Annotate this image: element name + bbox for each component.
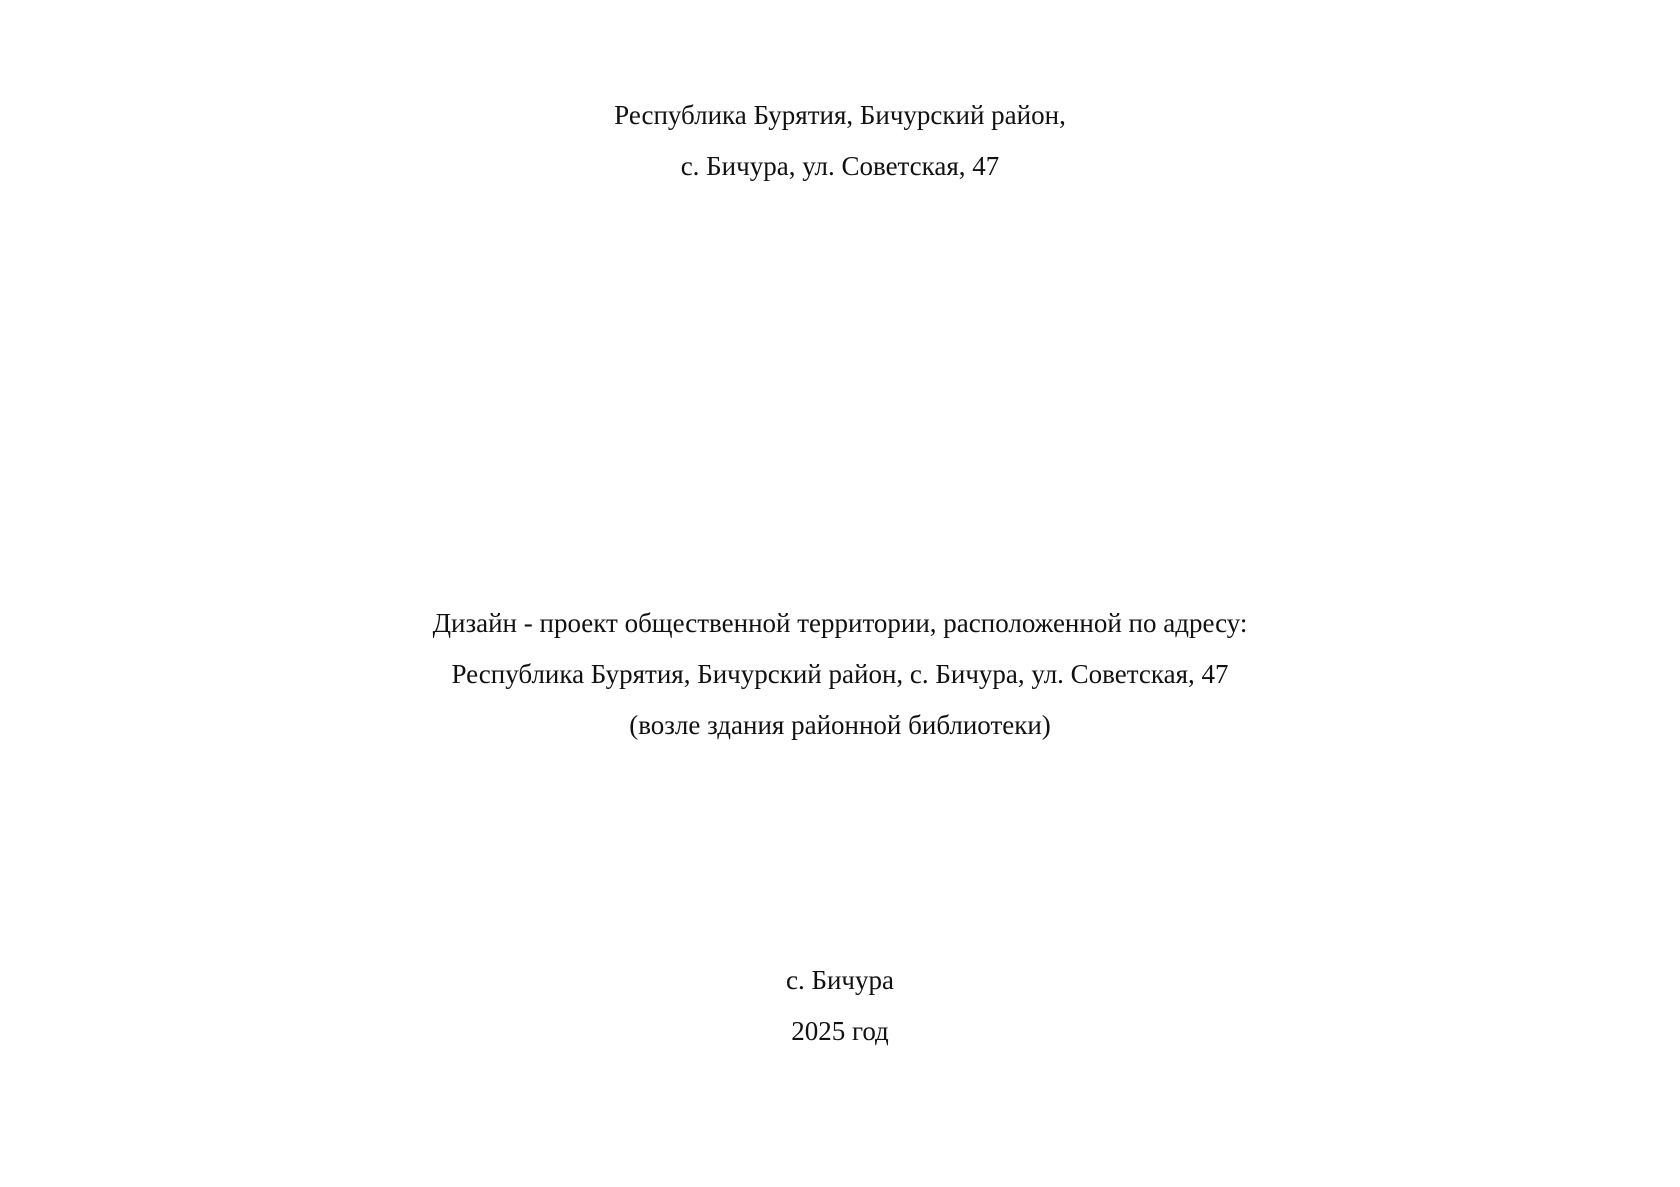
project-address-line: Республика Бурятия, Бичурский район, с. Бичура, ул. Советская, 47 [451, 659, 1229, 689]
header-street-line: с. Бичура, ул. Советская, 47 [680, 151, 1000, 181]
footer-place: с. Бичура [786, 965, 894, 995]
project-title-line: Дизайн - проект общественной территории, расположенной по адресу: [432, 608, 1248, 638]
header-address-block [0, 90, 1680, 192]
footer-block [0, 955, 1680, 1057]
footer-year: 2025 год [791, 1016, 889, 1046]
project-title-block [0, 598, 1680, 751]
project-location-note: (возле здания районной библиотеки) [629, 710, 1051, 740]
header-region-line: Республика Бурятия, Бичурский район, [614, 100, 1066, 130]
